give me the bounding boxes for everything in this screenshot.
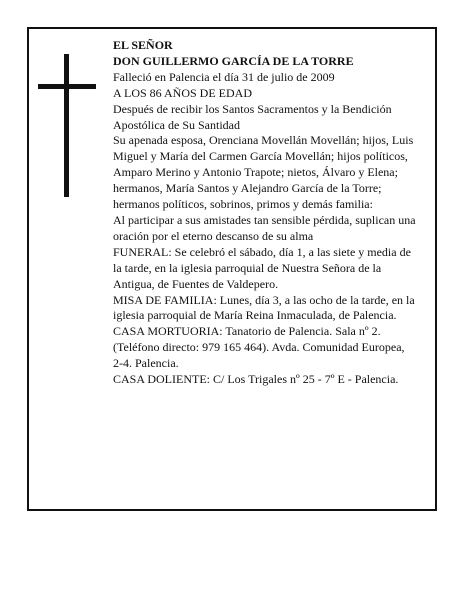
deceased-name: DON GUILLERMO GARCÍA DE LA TORRE — [113, 53, 354, 68]
funeral-details: FUNERAL: Se celebró el sábado, día 1, a las siete y media de la tarde, en la iglesia parroquial de Nuestra Señora de la Antigua, de Fuentes de Valdepero. — [113, 244, 411, 291]
notice-title: EL SEÑOR — [113, 38, 173, 52]
cross-horizontal-bar — [38, 84, 96, 89]
obituary-text — [113, 38, 417, 388]
family-list: Su apenada esposa, Orenciana Movellán Movellán; hijos, Luis Miguel y María del Carmen García Movellán; hijos políticos, Amparo Merino y Antonio Trapote; nietos, Álvaro y Elena; hermanos, María Santos y Alejandro García de la Torre; hermanos políticos, sobrinos, primos y demás familia: — [113, 133, 414, 212]
cross-vertical-bar — [64, 54, 69, 197]
prayer-request: Al participar a sus amistades tan sensible pérdida, suplican una oración por el eterno descanso de su alma — [113, 212, 416, 243]
sacraments-statement: Después de recibir los Santos Sacramentos y la Bendición Apostólica de Su Santidad — [113, 101, 392, 132]
family-mass-details: MISA DE FAMILIA: Lunes, día 3, a las ocho de la tarde, en la iglesia parroquial de María Reina Inmaculada, de Palencia. — [113, 292, 415, 323]
grieving-home-details: CASA DOLIENTE: C/ Los Trigales nº 25 - 7º E - Palencia. — [113, 372, 399, 387]
latin-cross-icon — [38, 54, 96, 197]
age-statement: A LOS 86 AÑOS DE EDAD — [113, 85, 253, 100]
mortuary-details: CASA MORTUORIA: Tanatorio de Palencia. Sala nº 2. (Teléfono directo: 979 165 464). Avda. Comunidad Europea, 2-4. Palencia. — [113, 324, 405, 371]
death-statement: Falleció en Palencia el día 31 de julio de 2009 — [113, 69, 335, 84]
